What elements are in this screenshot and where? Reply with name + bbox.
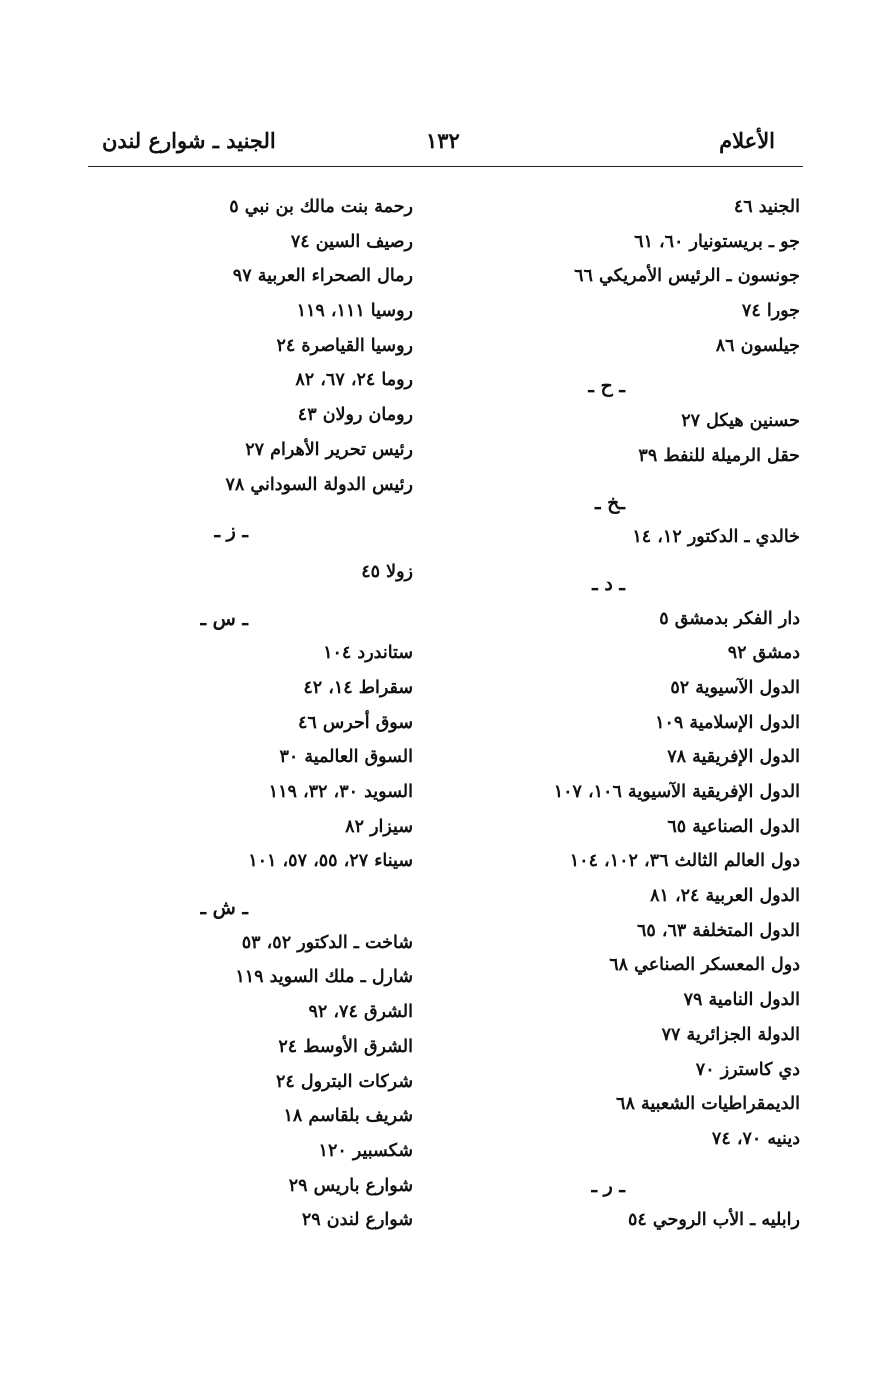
index-entry: شريف بلقاسم ١٨ [283, 1106, 413, 1127]
index-entry: الدول الإفريقية ٧٨ [667, 747, 800, 768]
index-entry: رصيف السين ٧٤ [290, 231, 413, 252]
index-entry: الشرق الأوسط ٢٤ [278, 1036, 413, 1057]
index-entry: روسيا القياصرة ٢٤ [276, 335, 413, 356]
index-entry: روما ٢٤، ٦٧، ٨٢ [295, 370, 413, 391]
index-entry: السوق العالمية ٣٠ [279, 747, 413, 768]
index-entry: رئيس الدولة السوداني ٧٨ [225, 474, 413, 495]
index-entry: الديمقراطيات الشعبية ٦٨ [616, 1094, 800, 1115]
page-number: ١٣٢ [426, 128, 460, 153]
page-header [88, 122, 803, 167]
index-entry: زولا ٤٥ [361, 561, 413, 582]
index-entry: شاخت ـ الدكتور ٥٢، ٥٣ [241, 932, 413, 953]
section-heading-h: ـ ح ـ [588, 375, 625, 398]
index-entry: شركات البترول ٢٤ [275, 1071, 413, 1092]
index-entry: الدول العربية ٢٤، ٨١ [650, 886, 800, 907]
index-entry: الدول الآسيوية ٥٢ [670, 677, 800, 698]
index-entry: سوق أحرس ٤٦ [298, 712, 413, 733]
index-entry: دول العالم الثالث ٣٦، ١٠٢، ١٠٤ [569, 851, 800, 872]
index-entry: رومان رولان ٤٣ [297, 405, 413, 426]
index-entry: رمال الصحراء العربية ٩٧ [232, 266, 413, 287]
index-entry: دي كاسترز ٧٠ [695, 1059, 800, 1080]
index-entry: شوارع باريس ٢٩ [288, 1175, 413, 1196]
header-section-title: الأعلام [719, 128, 775, 153]
index-column-right [480, 190, 800, 1238]
index-entry: الدول الإسلامية ١٠٩ [655, 712, 800, 733]
index-entry: سقراط ١٤، ٤٢ [303, 677, 413, 698]
index-entry: شارل ـ ملك السويد ١١٩ [235, 967, 413, 988]
index-entry: دمشق ٩٢ [727, 643, 800, 664]
section-heading-s: ـ س ـ [200, 607, 248, 630]
index-entry: السويد ٣٠، ٣٢، ١١٩ [268, 782, 413, 802]
index-entry: جيلسون ٨٦ [715, 335, 800, 356]
index-entry: روسيا ١١١، ١١٩ [296, 301, 413, 322]
index-entry: الدول النامية ٧٩ [683, 990, 800, 1011]
section-heading-r: ـ ر ـ [591, 1174, 625, 1197]
index-entry: خالدي ـ الدكتور ١٢، ١٤ [632, 527, 800, 548]
index-entry: الدول الصناعية ٦٥ [667, 816, 800, 837]
index-entry: سيناء ٢٧، ٥٥، ٥٧، ١٠١ [248, 851, 413, 872]
section-heading-kh: ـخ ـ [594, 491, 625, 514]
section-heading-z: ـ ز ـ [214, 520, 248, 543]
section-heading-sh: ـ ش ـ [200, 897, 248, 920]
index-entry: الدول المتخلفة ٦٣، ٦٥ [636, 920, 800, 941]
index-entry: دول المعسكر الصناعي ٦٨ [609, 955, 800, 976]
index-entry: رئيس تحرير الأهرام ٢٧ [245, 439, 413, 460]
index-entry: الدولة الجزائرية ٧٧ [661, 1024, 800, 1045]
header-range: الجنيد ـ شوارع لندن [102, 128, 276, 153]
index-entry: دينيه ٧٠، ٧٤ [711, 1128, 800, 1149]
section-heading-d: ـ د ـ [592, 572, 625, 595]
index-entry: الجنيد ٤٦ [733, 197, 800, 217]
index-entry: شكسبير ١٢٠ [318, 1140, 413, 1161]
index-entry: الدول الإفريقية الآسيوية ١٠٦، ١٠٧ [553, 782, 800, 802]
index-entry: شوارع لندن ٢٩ [301, 1210, 413, 1231]
index-entry: حسنين هيكل ٢٧ [681, 411, 800, 432]
index-entry: دار الفكر بدمشق ٥ [659, 608, 800, 629]
index-column-left [153, 190, 413, 1238]
index-entry: جو ـ بريستونيار ٦٠، ٦١ [634, 231, 800, 252]
index-entry: سيزار ٨٢ [345, 816, 413, 837]
index-entry: جورا ٧٤ [741, 301, 800, 322]
index-entry: ستاندرد ١٠٤ [323, 643, 413, 664]
index-entry: الشرق ٧٤، ٩٢ [308, 1002, 413, 1023]
index-entry: حقل الرميلة للنفط ٣٩ [638, 445, 800, 466]
index-entry: رحمة بنت مالك بن نبي ٥ [229, 197, 413, 217]
index-entry: رابليه ـ الأب الروحي ٥٤ [628, 1210, 800, 1231]
index-entry: جونسون ـ الرئيس الأمريكي ٦٦ [574, 266, 800, 287]
